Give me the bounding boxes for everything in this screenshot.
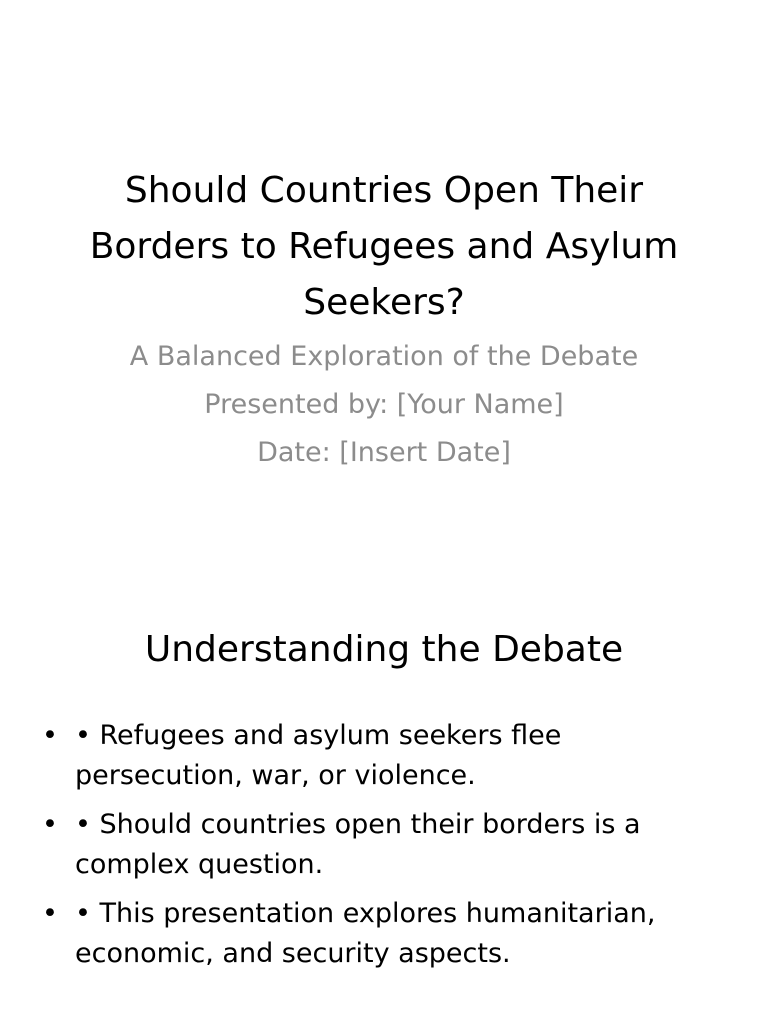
content-slide <box>0 576 768 1024</box>
list-item <box>40 805 730 885</box>
presentation-title: Should Countries Open Their Borders to Refugees and Asylum Seekers? <box>89 170 679 323</box>
bullet-marker: • <box>42 720 58 751</box>
subtitle-line: A Balanced Exploration of the Debate <box>129 341 639 372</box>
slide-title: Understanding the Debate <box>144 629 624 670</box>
bullet-list <box>40 716 730 983</box>
date-line: Date: [Insert Date] <box>257 437 511 468</box>
list-item <box>40 716 730 796</box>
bullet-text: • Refugees and asylum seekers flee persecution, war, or violence. <box>75 720 562 791</box>
list-item <box>40 894 730 974</box>
bullet-text: • This presentation explores humanitarian, economic, and security aspects. <box>75 898 656 969</box>
bullet-marker: • <box>42 809 58 840</box>
presenter-line: Presented by: [Your Name] <box>204 389 564 420</box>
subtitle-block <box>58 333 710 477</box>
bullet-marker: • <box>42 898 58 929</box>
bullet-text: • Should countries open their borders is a complex question. <box>75 809 641 880</box>
